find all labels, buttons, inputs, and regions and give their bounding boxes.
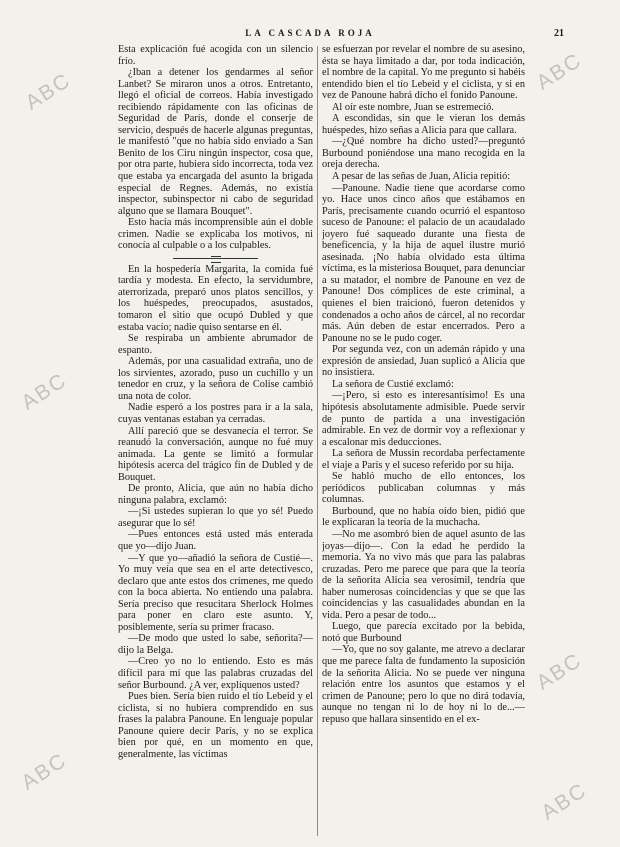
paragraph: Esto hacía más incomprensible aún el doble crimen. Nadie se explicaba los motivos, ni conocía al culpable o a los culpables.: [118, 217, 313, 252]
paragraph: Esta explicación fué acogida con un silencio frío.: [118, 44, 313, 67]
paragraph: —¡Pero, si esto es interesantísimo! Es una hipótesis absolutamente admisible. Puede servir de punto de partida a una investigación admirable. En vez de dormir voy a reflexionar y a escalonar mis deducciones.: [322, 390, 525, 448]
paragraph: —Y que yo—añadió la señora de Custié—. Yo muy veía que sea en el arte detectivesco, declaro que ante estos dos crímenes, me quedo con la boca abierta. No entiendo una palabra. Sería preciso que resucitara Sherlock Holmes para poner en claro este asunto. Y, posiblemente, sería su primer fracaso.: [118, 552, 313, 633]
section-divider: [173, 258, 258, 259]
paragraph: ¿Iban a detener los gendarmes al señor Lanbet? Se miraron unos a otros. Entretanto, llegó el oficial de correos. Había investigado recibiendo rápidamente con las oficinas de Seguridad de París, donde el conserje de servicio, después de hacerle algunas preguntas, le manifestó "que no había sido enviado a San Benito de los Ciru ningún inspector, cosa que, por otra parte, hubiera sido incorrecta, toda vez que estaba ya encargada del asunto la brigada especial de Regnes. Además, no existía inspector, subinspector ni cabo de seguridad alguno que se llamara Bouquet".: [118, 67, 313, 217]
paragraph: —Creo yo no lo entiendo. Esto es más difícil para mí que las palabras cruzadas del señor Burbound. ¿A ver, explíquenos usted?: [118, 656, 313, 691]
abc-watermark: ABC: [532, 648, 587, 695]
paragraph: —De modo que usted lo sabe, señorita?—dijo la Belga.: [118, 633, 313, 656]
left-column: [118, 44, 313, 839]
running-header: [0, 28, 620, 44]
paragraph: Pues bien. Sería bien ruido el tío Lebeid y el ciclista, si no hubiera comprendido en sus frases la palabra Panoune. En lenguaje popular Panoune quiere decir París, y no se explica bien por qué, en un momento en que, generalmente, las víctimas: [118, 691, 313, 760]
paragraph: Nadie esperó a los postres para ir a la sala, cuyas ventanas estaban ya cerradas.: [118, 402, 313, 425]
paragraph: De pronto, Alicia, que aún no había dicho ninguna palabra, exclamó:: [118, 483, 313, 506]
paragraph: La señora de Custié exclamó:: [332, 378, 454, 390]
paragraph: —Pues entonces está usted más enterada que yo—dijo Juan.: [118, 529, 313, 552]
column-divider: [317, 46, 318, 836]
paragraph: En la hospedería Margarita, la comida fué tardía y modesta. En efecto, la servidumbre, aterrorizada, preparó unos platos sencillos, y los huéspedes, preocupados, asustados, tomaron el sitio que ocupó Dubled y que estaba vacío; nadie quiso sentarse en él.: [118, 263, 313, 333]
paragraph: Se respiraba un ambiente abrumador de espanto.: [118, 333, 313, 356]
paragraph: —Yo, que no soy galante, me atrevo a declarar que me parece falta de fundamento la suposición de la señorita Alicia. No se puede ver ninguna relación entre los asuntos que estamos y el crimen de Panoune; pero lo que no dirá todavía, aunque no tengan ni lo de hoy ni lo de...—repuso que hallara sinsentido en el ex-: [322, 644, 525, 725]
paragraph: —¿Qué nombre ha dicho usted?—preguntó Burbound poniéndose una mano recogida en la oreja derecha.: [322, 136, 525, 171]
paragraph: A pesar de las señas de Juan, Alicia repitió:: [332, 171, 511, 183]
page-number: 21: [554, 28, 564, 39]
abc-watermark: ABC: [17, 748, 72, 795]
paragraph: Allí pareció que se desvanecía el terror. Se reanudó la conversación, aunque no fué muy animada. La gente se limitó a formular hipótesis acerca del trágico fin de Dubled y de Bouquet.: [118, 425, 313, 483]
paragraph: Además, por una casualidad extraña, uno de los sirvientes, azorado, puso un cuchillo y un tenedor en cruz, y la señora de Colise cambió una nota de color.: [118, 356, 313, 402]
abc-watermark: ABC: [537, 778, 592, 825]
paragraph: Se habló mucho de ello entonces, los periódicos publicaban columnas y más columnas.: [322, 471, 525, 506]
paragraph: Por segunda vez, con un ademán rápido y una expresión de ansiedad, Juan suplicó a Alicia que no insistiera.: [322, 344, 525, 379]
abc-watermark: ABC: [532, 48, 587, 95]
paragraph: —¡Si ustedes supieran lo que yo sé! Puedo asegurar que lo sé!: [118, 506, 313, 529]
abc-watermark: ABC: [17, 368, 72, 415]
paragraph: —No me asombró bien de aquel asunto de las joyas—dijo—. Con la edad he perdido la memoria. Ya no vivo más que para las palabras cruzadas. Pero me parece que para que la teoría de la señorita Alicia sea verosímil, tendría que haber numerosas coincidencias y que se que las coincidencias y las casualidades abundan en la vida. Pero a pesar de todo...: [322, 528, 525, 621]
paragraph: La señora de Mussin recordaba perfectamente el viaje a París y el suceso referido por su hija.: [322, 448, 525, 471]
abc-watermark: ABC: [21, 68, 76, 115]
right-column: [322, 44, 525, 839]
paragraph: Luego, que parecía excitado por la bebida, notó que Burbound: [322, 621, 525, 644]
running-title: LA CASCADA ROJA: [245, 28, 375, 38]
paragraph: —Panoune. Nadie tiene que acordarse como yo. Hace unos cinco años que estábamos en París, precisamente cuando ocurrió el espantoso suceso de Panoune: el palacio de un acaudalado joyero fué saqueado durante una fiesta de beneficencia, y la hija de aquel ilustre murió asesinada. ¡No había olvidado esta última víctima, es la misteriosa Bouquet, para denunciar a su matador, el nombre de Panoune en vez de Panoune! Dos cómplices de este criminal, a quienes el bien traicionó, fueron detenidos y condenados a ocho años de cárcel, al no recordar más. Aún deben de estar encerrados. Pero a Panoune no se le pudo coger.: [322, 182, 525, 344]
paragraph: se esfuerzan por revelar el nombre de su asesino, ésta se haya limitado a dar, por toda indicación, el nombre de la capital. Yo me pregunto si habéis entendido bien el tío Lebeid y el ciclista, y si en vez de Panoune habrá dicho el fonido Panoune.: [322, 44, 525, 102]
paragraph: A escondidas, sin que le vieran los demás huéspedes, hizo señas a Alicia para que callara.: [322, 113, 525, 136]
paragraph: Al oír este nombre, Juan se estremeció.: [332, 101, 494, 113]
paragraph: Burbound, que no había oído bien, pidió que le explicaran la teoría de la muchacha.: [322, 505, 525, 529]
